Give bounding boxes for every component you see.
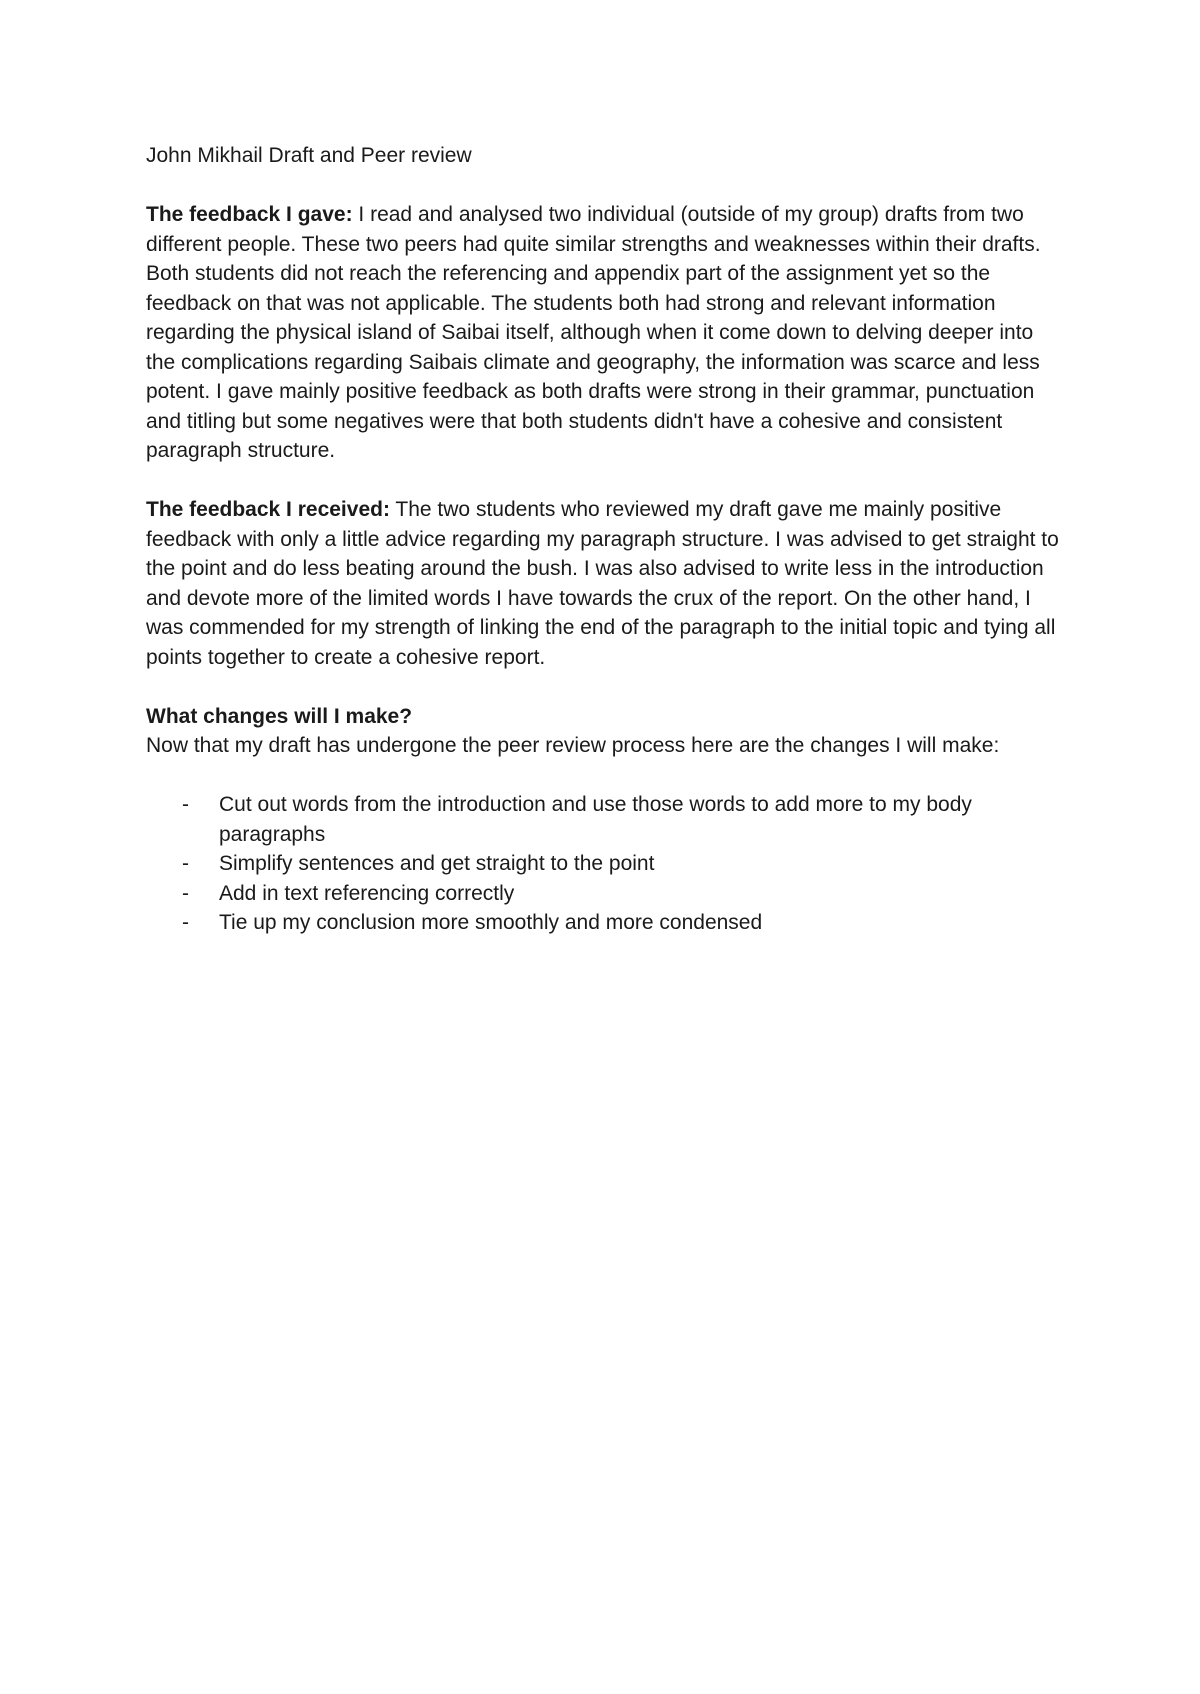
list-item-text: Simplify sentences and get straight to the point: [219, 852, 655, 875]
feedback-received-paragraph: [146, 495, 1066, 672]
list-item: [146, 790, 1066, 849]
list-item: [146, 849, 1066, 879]
bullet-dash: -: [182, 881, 189, 905]
bullet-dash: -: [182, 911, 189, 934]
document-title: John Mikhail Draft and Peer review: [146, 144, 472, 167]
feedback-gave-heading: The feedback I gave:: [146, 203, 353, 226]
list-item: [146, 879, 1066, 909]
changes-list: [146, 790, 1066, 938]
list-item: [146, 908, 1066, 938]
feedback-received-heading: The feedback I received:: [146, 498, 390, 521]
feedback-received-text: The two students who reviewed my draft gave me mainly positive feedback with only a little advice regarding my paragraph structure. I was advised to get straight to the point and do less beating around the bush. I was also advised to write less in the introduction and devote more of the limited words I have towards the crux of the report. On the other hand, I was commended for my strength of linking the end of the paragraph to the initial topic and tying all points together to create a cohesive report.: [146, 498, 1059, 669]
feedback-gave-text: I read and analysed two individual (outside of my group) drafts from two different people. These two peers had quite similar strengths and weaknesses within their drafts. Both students did not reach the referencing and appendix part of the assignment yet so the feedback on that was not applicable. The students both had strong and relevant information regarding the physical island of Saibai itself, although when it come down to delving deeper into the complications regarding Saibais climate and geography, the information was scarce and less potent. I gave mainly positive feedback as both drafts were strong in their grammar, punctuation and titling but some negatives were that both students didn't have a cohesive and consistent paragraph structure.: [146, 203, 1041, 462]
feedback-gave-paragraph: [146, 200, 1066, 466]
list-item-text: Cut out words from the introduction and use those words to add more to my body paragraphs: [219, 793, 972, 846]
list-item-text: Add in text referencing correctly: [219, 881, 515, 905]
changes-heading: What changes will I make?: [146, 704, 413, 728]
list-item-text: Tie up my conclusion more smoothly and more condensed: [219, 911, 763, 934]
changes-intro: Now that my draft has undergone the peer review process here are the changes I will make:: [146, 734, 1000, 757]
bullet-dash: -: [182, 793, 189, 816]
bullet-dash: -: [182, 852, 189, 875]
document-body: [146, 141, 1066, 938]
